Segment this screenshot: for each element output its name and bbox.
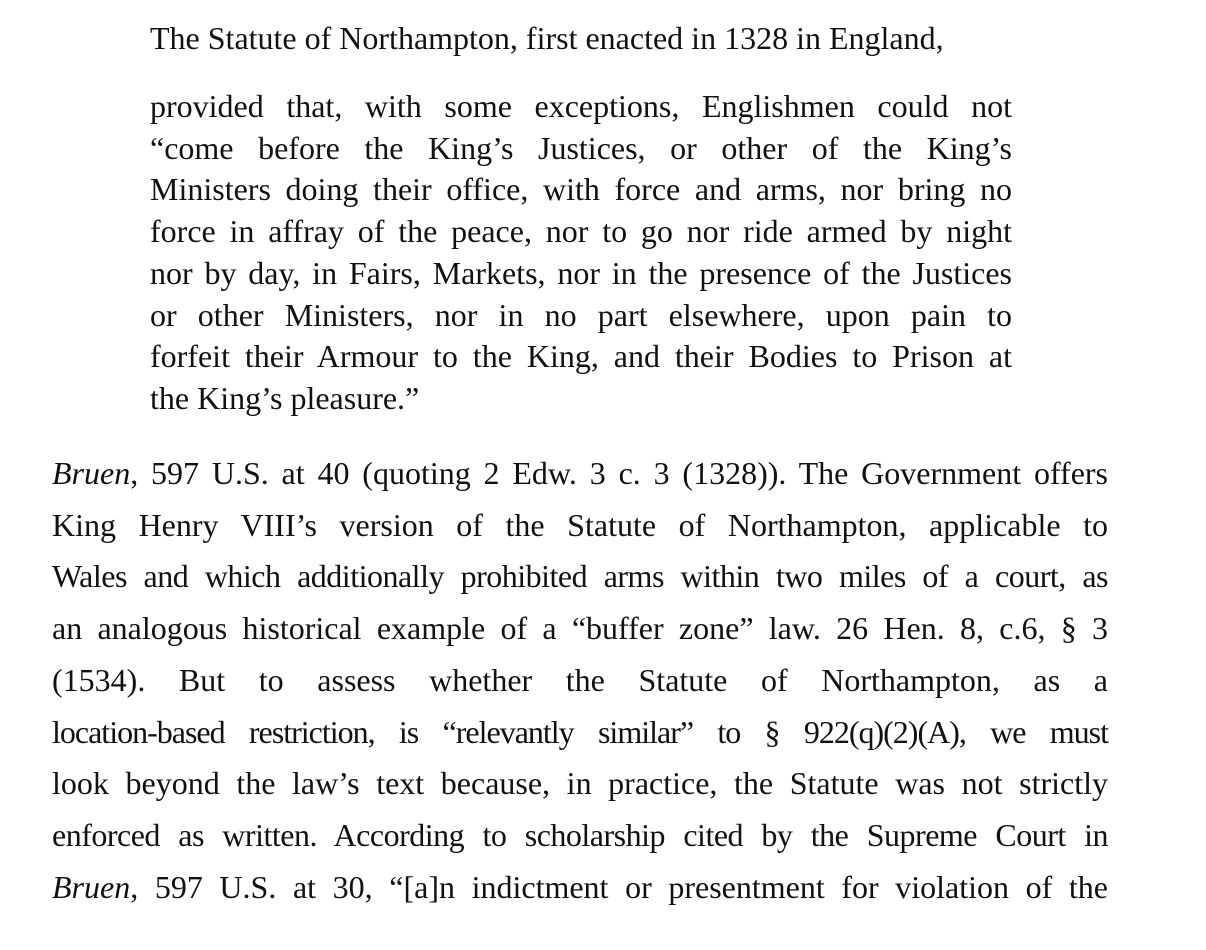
quote-line: nor by day, in Fairs, Markets, nor in the presence of the Justices bbox=[150, 254, 1012, 291]
block-quote bbox=[150, 86, 1012, 420]
quote-line: “come before the King’s Justices, or other of the King’s bbox=[150, 129, 1012, 166]
body-line-text: , 597 U.S. at 30, “[a]n indictment or presentment for violation of the bbox=[130, 868, 1108, 905]
quote-line: Ministers doing their office, with force and arms, nor bring no bbox=[150, 171, 1012, 208]
quote-line: the King’s pleasure.” bbox=[150, 379, 420, 416]
body-line: King Henry VIII’s version of the Statute of Northampton, applicable to bbox=[52, 506, 1108, 543]
body-paragraph bbox=[52, 448, 1108, 913]
case-name: Bruen bbox=[52, 455, 131, 491]
body-line: (1534). But to assess whether the Statute of Northampton, as a bbox=[52, 661, 1108, 698]
body-line: Wales and which additionally prohibited arms within two miles of a court, as bbox=[52, 558, 1108, 595]
body-line-text: , 597 U.S. at 40 (quoting 2 Edw. 3 c. 3 (1328)). The Government offers bbox=[130, 455, 1108, 491]
body-line: enforced as written. According to scholarship cited by the Supreme Court in bbox=[52, 816, 1108, 853]
quote-line: provided that, with some exceptions, Englishmen could not bbox=[150, 88, 1012, 124]
body-line: look beyond the law’s text because, in practice, the Statute was not strictly bbox=[52, 765, 1108, 802]
body-line bbox=[52, 448, 1108, 500]
case-name: Bruen bbox=[52, 868, 131, 905]
quote-line: or other Ministers, nor in no part elsewhere, upon pain to bbox=[150, 296, 1012, 333]
body-line bbox=[52, 862, 1108, 914]
body-line: location-based restriction, is “relevantly similar” to § 922(q)(2)(A), we must bbox=[52, 713, 1108, 750]
quote-line: forfeit their Armour to the King, and their Bodies to Prison at bbox=[150, 338, 1012, 375]
quote-line: force in affray of the peace, nor to go nor ride armed by night bbox=[150, 213, 1012, 250]
body-line: an analogous historical example of a “buffer zone” law. 26 Hen. 8, c.6, § 3 bbox=[52, 610, 1108, 647]
lead-sentence: The Statute of Northampton, first enacted in 1328 in England, bbox=[150, 20, 944, 56]
